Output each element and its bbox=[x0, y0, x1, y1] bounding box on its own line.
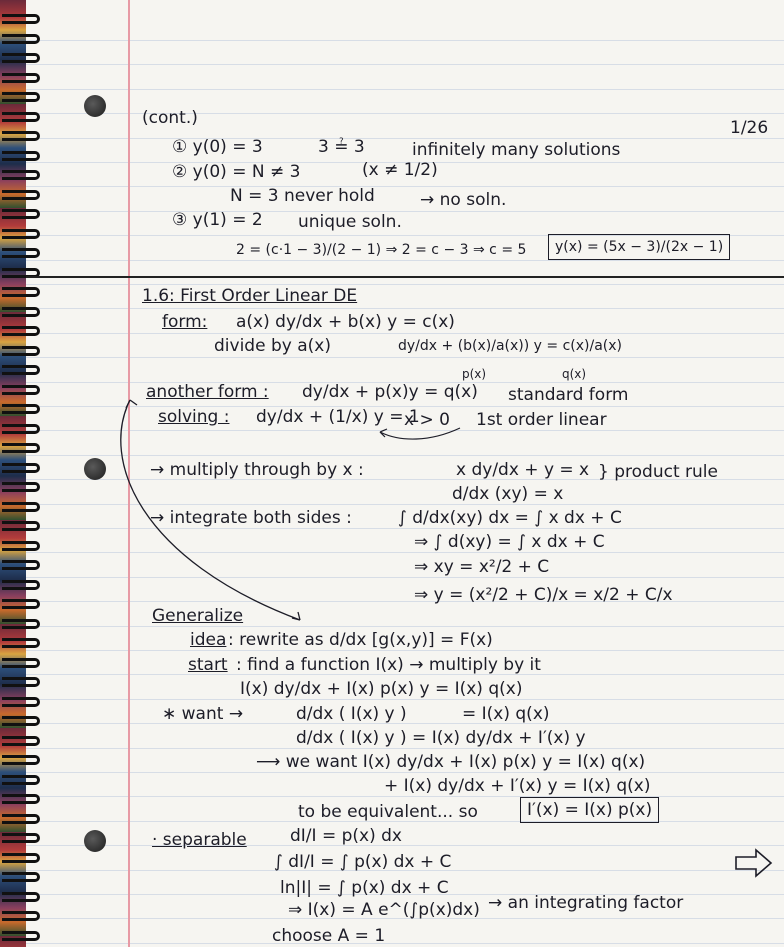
solving-equation: dy/dx + (1/x) y = 1 bbox=[256, 407, 420, 427]
case2-note: (x ≠ 1/2) bbox=[362, 160, 438, 180]
form-label: form: bbox=[162, 312, 208, 332]
want-rhs: = I(x) q(x) bbox=[462, 704, 550, 724]
integrating-factor-note: → an integrating factor bbox=[488, 893, 684, 913]
product-expansion: d/dx ( I(x) y ) = I(x) dy/dx + I′(x) y bbox=[296, 728, 586, 748]
choose-a: choose A = 1 bbox=[272, 926, 386, 946]
integrating-factor-eq: ⇒ I(x) = A e^(∫p(x)dx) bbox=[288, 900, 480, 920]
case2: ② y(0) = N ≠ 3 bbox=[172, 162, 301, 182]
separable-label: · separable bbox=[152, 830, 247, 850]
integrate-equation: ∫ d/dx(xy) dx = ∫ x dx + C bbox=[398, 508, 622, 528]
another-form-equation: dy/dx + p(x)y = q(x) bbox=[302, 382, 478, 402]
derivative-xy: d/dx (xy) = x bbox=[452, 484, 564, 504]
case3: ③ y(1) = 2 bbox=[172, 210, 263, 230]
form-equation: a(x) dy/dx + b(x) y = c(x) bbox=[236, 312, 455, 332]
case1: ① y(0) = 3 bbox=[172, 137, 263, 157]
we-want-second: + I(x) dy/dx + I′(x) y = I(x) q(x) bbox=[384, 776, 651, 796]
page-number: 1/26 bbox=[730, 118, 769, 138]
separable-eq2: ∫ dI/I = ∫ p(x) dx + C bbox=[274, 852, 452, 872]
product-rule-note: } product rule bbox=[598, 462, 718, 482]
want-expression: d/dx ( I(x) y ) bbox=[296, 704, 407, 724]
integrate-step1: ⇒ ∫ d(xy) = ∫ x dx + C bbox=[414, 532, 605, 552]
separable-eq3: ln|I| = ∫ p(x) dx + C bbox=[280, 878, 449, 898]
we-want: ⟶ we want I(x) dy/dx + I(x) p(x) y = I(x) q(x) bbox=[256, 752, 646, 772]
multiplied-equation: I(x) dy/dx + I(x) p(x) y = I(x) q(x) bbox=[240, 679, 523, 699]
idea-label: idea bbox=[190, 630, 227, 650]
equivalence-box: I′(x) = I(x) p(x) bbox=[520, 797, 659, 823]
separable-eq1: dI/I = p(x) dx bbox=[290, 826, 402, 846]
solving-label: solving : bbox=[158, 407, 230, 427]
another-form-label: another form : bbox=[146, 382, 269, 402]
idea-text: : rewrite as d/dx [g(x,y)] = F(x) bbox=[228, 630, 493, 650]
equivalent-text: to be equivalent... so bbox=[298, 802, 478, 822]
px-label: p(x) bbox=[462, 367, 487, 381]
first-order-linear: 1st order linear bbox=[476, 410, 607, 430]
case1-check: 3 ≟ 3 bbox=[318, 137, 365, 157]
case3-result: unique soln. bbox=[298, 212, 402, 232]
want-label: ∗ want → bbox=[162, 704, 244, 724]
multiply-equation: x dy/dx + y = x bbox=[456, 460, 590, 480]
multiply-step: → multiply through by x : bbox=[150, 460, 364, 480]
case2-never: N = 3 never hold bbox=[230, 186, 375, 206]
integrate-step: → integrate both sides : bbox=[150, 508, 352, 528]
integrate-step3: ⇒ y = (x²/2 + C)/x = x/2 + C/x bbox=[414, 585, 673, 605]
solution-box: y(x) = (5x − 3)/(2x − 1) bbox=[548, 234, 730, 260]
case2-result: → no soln. bbox=[420, 190, 507, 210]
cont-label: (cont.) bbox=[142, 108, 198, 128]
x-positive: x > 0 bbox=[404, 410, 450, 430]
case1-result: infinitely many solutions bbox=[412, 140, 621, 160]
start-label: start bbox=[188, 655, 228, 675]
start-text: : find a function I(x) → multiply by it bbox=[236, 655, 541, 675]
divide-equation: dy/dx + (b(x)/a(x)) y = c(x)/a(x) bbox=[398, 338, 622, 354]
qx-label: q(x) bbox=[562, 367, 587, 381]
next-page-arrow-icon bbox=[734, 848, 774, 878]
section-title: 1.6: First Order Linear DE bbox=[142, 286, 358, 306]
generalize-heading: Generalize bbox=[152, 606, 244, 626]
case3-solve: 2 = (c·1 − 3)/(2 − 1) ⇒ 2 = c − 3 ⇒ c = 5 bbox=[236, 242, 527, 258]
standard-form: standard form bbox=[508, 385, 629, 405]
integrate-step2: ⇒ xy = x²/2 + C bbox=[414, 557, 550, 577]
divide-text: divide by a(x) bbox=[214, 336, 331, 356]
